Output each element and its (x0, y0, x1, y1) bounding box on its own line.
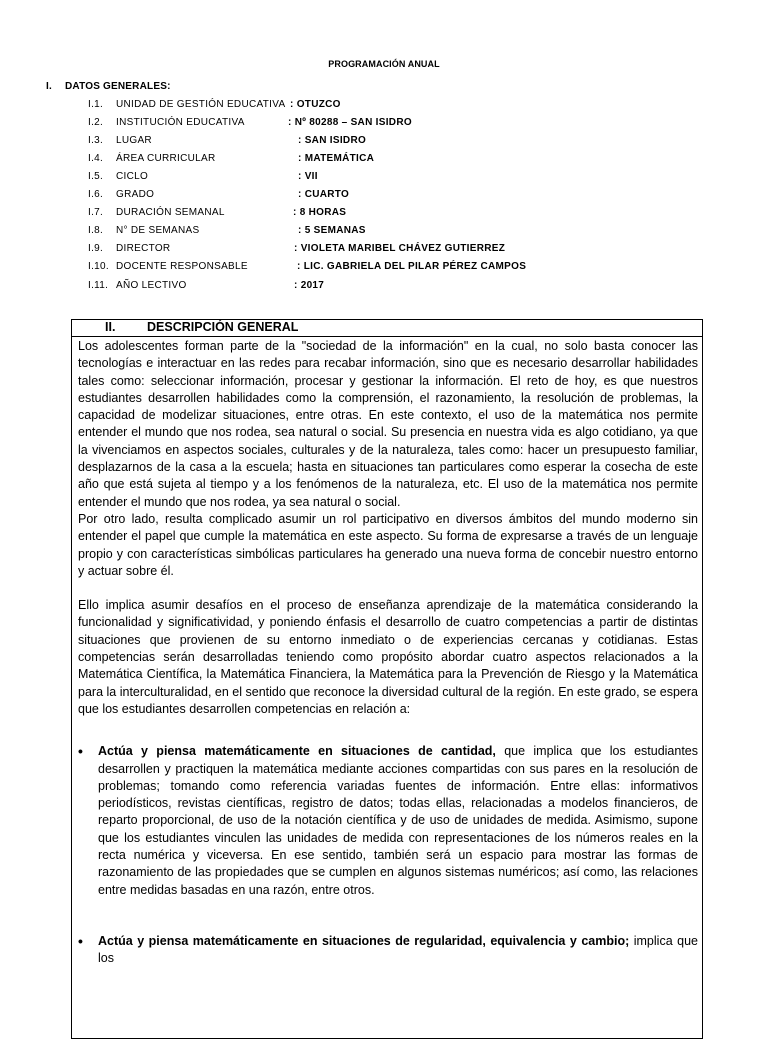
item-value: : CUARTO (298, 189, 350, 200)
item-value: : MATEMÁTICA (298, 153, 375, 164)
item-number: I.11. (88, 280, 109, 291)
item-value: : VII (298, 171, 318, 182)
competency-title: Actúa y piensa matemáticamente en situaciones de cantidad, (98, 744, 496, 759)
item-label: DURACIÓN SEMANAL (116, 207, 225, 218)
section-body (78, 338, 698, 968)
competency-text: implica que los (98, 933, 698, 966)
item-number: I.10. (88, 261, 109, 272)
item-number: I.4. (88, 153, 104, 164)
competency-title: Actúa y piensa matemáticamente en situaciones de regularidad, equivalencia y cambio; (98, 933, 630, 948)
item-label: AÑO LECTIVO (116, 280, 187, 291)
section-number: II. (105, 320, 116, 334)
bullet-icon: • (78, 743, 83, 760)
section-title: DESCRIPCIÓN GENERAL (147, 320, 299, 334)
item-label: DOCENTE RESPONSABLE (116, 261, 248, 272)
item-value: : VIOLETA MARIBEL CHÁVEZ GUTIERREZ (294, 243, 506, 254)
competency-text: que implica que los estudiantes desarrollen y practiquen la matemática mediante acciones compartidas con sus pares en la resolución de problemas; tomando como referencia variadas fuentes de información. Entre ellas: informativos periodísticos, revistas científicas, registro de datos; todas ellas, relacionadas a modelos financieros, de reparto proporcional, de uso de la notación científica y de uso de unidades de medida. Asimismo, supone que los estudiantes vinculen las unidades de medida con representaciones de los números reales en la recta numérica y viceversa. En ese sentido, también será un espacio para mostrar las formas de razonamiento de las propiedades que se cumplen en algunos sistemas numéricos; así como, las relaciones entre medidas basadas en una razón, entre otros. (98, 744, 698, 897)
item-value: : SAN ISIDRO (298, 135, 367, 146)
list-item (78, 933, 698, 968)
item-number: I.8. (88, 225, 104, 236)
item-label: LUGAR (116, 135, 152, 146)
bullet-icon: • (78, 932, 83, 949)
item-value: : Nº 80288 – SAN ISIDRO (288, 117, 412, 128)
item-label: DIRECTOR (116, 243, 171, 254)
item-value: : 5 SEMANAS (298, 225, 366, 236)
item-number: I.5. (88, 171, 104, 182)
paragraph: Los adolescentes forman parte de la "sociedad de la información" en la cual, no solo basta conocer las tecnologías e interactuar en las redes para recabar información, sino que es necesario desarrollar habilidades tales como: seleccionar información, procesar y gestionar la información. El reto de hoy, es que nuestros estudiantes desarrollen habilidades como la comprensión, el razonamiento, la resolución de problemas, la capacidad de modelizar situaciones, entre otras. En este contexto, el uso de la matemática nos permite entender el mundo que nos rodea, sea natural o social. Su presencia en nuestra vida es algo cotidiano, ya que la vivenciamos en aspectos sociales, culturales y de la naturaleza, tales como: hacer un presupuesto familiar, desplazarnos de la casa a la escuela; hasta en situaciones tan particulares como esperar la cosecha de este año que está sujeta al tiempo y a los fenómenos de la naturaleza, etc. El uso de la matemática nos permite entender el mundo que nos rodea, ya sea natural o social. (78, 339, 698, 509)
item-label: N° DE SEMANAS (116, 225, 200, 236)
document-title: PROGRAMACIÓN ANUAL (328, 59, 440, 69)
item-label: CICLO (116, 171, 149, 182)
item-number: I.3. (88, 135, 104, 146)
section-title: DATOS GENERALES: (64, 81, 171, 92)
item-value: : 8 HORAS (293, 207, 347, 218)
section-heading-datos-generales (46, 81, 171, 92)
item-number: I.7. (88, 207, 104, 218)
item-number: I.9. (88, 243, 104, 254)
section-heading-descripcion-general (72, 320, 702, 337)
item-number: I.2. (88, 117, 104, 128)
list-item (78, 743, 698, 899)
paragraph: Ello implica asumir desafíos en el proceso de enseñanza aprendizaje de la matemática considerando la funcionalidad y significatividad, y poniendo énfasis el desarrollo de cuatro competencias a partir de distintas situaciones que provienen de su entorno inmediato o de experiencias cercanas y cotidianas. Estas competencias serán desarrolladas teniendo como propósito abordar cuatro aspectos relacionados a la Matemática Científica, la Matemática Financiera, la Matemática para la Prevención de Riesgo y la Matemática para la interculturalidad, en el sentido que reconoce la diversidad cultural de la región. En este grado, se espera que los estudiantes desarrollen competencias en relación a: (78, 598, 698, 716)
item-number: I.1. (88, 99, 104, 110)
paragraph: Por otro lado, resulta complicado asumir un rol participativo en diversos ámbitos del mundo moderno sin entender el papel que cumple la matemática en este aspecto. Su forma de expresarse a través de un lenguaje propio y con características simbólicas particulares ha generado una nueva forma de concebir nuestro entorno y actuar sobre él. (78, 511, 698, 578)
item-label: ÁREA CURRICULAR (116, 153, 216, 164)
item-value: : 2017 (294, 280, 325, 291)
descripcion-general-box (71, 319, 703, 1039)
section-number: I. (46, 81, 52, 92)
item-label: INSTITUCIÓN EDUCATIVA (116, 117, 245, 128)
item-value: : OTUZCO (290, 99, 341, 110)
item-label: UNIDAD DE GESTIÓN EDUCATIVA (116, 99, 286, 110)
item-number: I.6. (88, 189, 104, 200)
item-value: : LIC. GABRIELA DEL PILAR PÉREZ CAMPOS (297, 261, 527, 272)
item-label: GRADO (116, 189, 155, 200)
